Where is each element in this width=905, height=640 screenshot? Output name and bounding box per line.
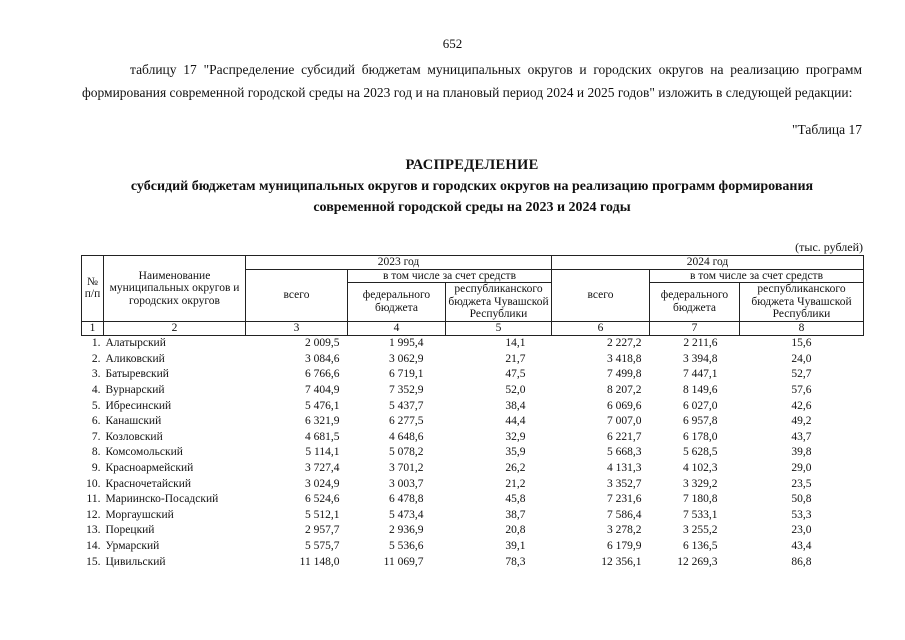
table-row — [82, 523, 864, 539]
row-number-cell: 4. — [91, 384, 101, 397]
federal-2023-cell: 2 936,9 — [389, 524, 424, 537]
district-name-cell: Порецкий — [105, 524, 155, 537]
total-2023-cell: 3 084,6 — [305, 352, 340, 365]
total-2023-cell: 5 575,7 — [305, 540, 340, 553]
republic-2023-cell: 35,9 — [505, 446, 526, 459]
row-number-cell: 12. — [86, 508, 101, 521]
column-index-cell: 3 — [246, 321, 348, 335]
header-total-2023: всего — [246, 269, 348, 321]
table-row — [82, 445, 864, 461]
federal-2024-cell: 8 149,6 — [683, 384, 718, 397]
federal-2024-cell: 3 329,2 — [683, 477, 718, 490]
total-2023-cell: 2 009,5 — [305, 337, 340, 350]
row-number-cell: 5. — [91, 399, 101, 412]
federal-2024-cell: 12 269,3 — [677, 555, 718, 568]
page-number: 652 — [442, 36, 463, 51]
table-row — [82, 507, 864, 523]
header-including-2024: в том числе за счет средств — [650, 269, 864, 283]
table-row — [82, 460, 864, 476]
total-2024-cell: 12 356,1 — [601, 555, 642, 568]
total-2023-cell: 6 321,9 — [305, 415, 340, 428]
row-number-cell: 8. — [91, 446, 101, 459]
row-number-cell: 13. — [86, 524, 101, 537]
total-2023-cell: 11 148,0 — [299, 555, 340, 568]
table-row — [82, 538, 864, 554]
republic-2024-cell: 57,6 — [791, 384, 812, 397]
federal-2023-cell: 4 648,6 — [389, 430, 424, 443]
total-2024-cell: 8 207,2 — [607, 384, 642, 397]
total-2024-cell: 7 231,6 — [607, 493, 642, 506]
total-2024-cell: 7 586,4 — [607, 508, 642, 521]
table-row — [82, 429, 864, 445]
total-2024-cell: 6 179,9 — [607, 540, 642, 553]
district-name-cell: Алатырский — [105, 337, 166, 350]
federal-2023-cell: 3 003,7 — [389, 477, 424, 490]
republic-2023-cell: 26,2 — [505, 462, 526, 475]
district-name-cell: Вурнарский — [105, 384, 165, 397]
republic-2023-cell: 39,1 — [505, 540, 526, 553]
row-number-cell: 1. — [91, 337, 101, 350]
federal-2024-cell: 6 027,0 — [683, 399, 718, 412]
intro-paragraph: таблицу 17 "Распределение субсидий бюджетам муниципальных округов и городских округов на реализацию программ формирования современной городской среды на 2023 год и на плановый период 2024 и 2025 годов" изложить в следующей редакции: — [82, 62, 862, 100]
header-including-2023: в том числе за счет средств — [348, 269, 552, 283]
total-2024-cell: 6 221,7 — [607, 430, 642, 443]
federal-2024-cell: 7 533,1 — [683, 508, 718, 521]
republic-2024-cell: 43,7 — [791, 430, 812, 443]
republic-2023-cell: 78,3 — [505, 555, 526, 568]
republic-2024-cell: 23,5 — [791, 477, 812, 490]
header-total-2024: всего — [552, 269, 650, 321]
total-2024-cell: 7 007,0 — [607, 415, 642, 428]
republic-2023-cell: 52,0 — [505, 384, 526, 397]
federal-2024-cell: 3 255,2 — [683, 524, 718, 537]
district-name-cell: Урмарский — [105, 540, 160, 553]
republic-2023-cell: 38,7 — [505, 508, 526, 521]
table-row — [82, 382, 864, 398]
republic-2023-cell: 21,2 — [505, 477, 526, 490]
federal-2023-cell: 6 277,5 — [389, 415, 424, 428]
republic-2024-cell: 29,0 — [791, 462, 812, 475]
federal-2023-cell: 6 478,8 — [389, 493, 424, 506]
row-number-cell: 9. — [91, 462, 101, 475]
republic-2023-cell: 20,8 — [505, 524, 526, 537]
republic-2024-cell: 43,4 — [791, 540, 812, 553]
column-index-cell: 2 — [104, 321, 246, 335]
total-2023-cell: 7 404,9 — [305, 384, 340, 397]
header-federal-2024: федерального бюджета — [650, 283, 740, 322]
table-body — [82, 335, 864, 569]
republic-2023-cell: 14,1 — [505, 337, 526, 350]
units-label: (тыс. рублей) — [795, 240, 863, 254]
table-row — [82, 335, 864, 351]
row-number-cell: 11. — [86, 493, 101, 506]
row-number-cell: 15. — [86, 555, 101, 568]
row-number-cell: 6. — [91, 415, 101, 428]
total-2024-cell: 2 227,2 — [607, 337, 642, 350]
republic-2023-cell: 44,4 — [505, 415, 526, 428]
subsidy-table — [81, 255, 864, 569]
table-row — [82, 413, 864, 429]
republic-2024-cell: 42,6 — [791, 399, 812, 412]
table-row — [82, 476, 864, 492]
total-2024-cell: 4 131,3 — [607, 462, 642, 475]
header-republic-2023: республиканского бюджета Чувашской Республики — [446, 283, 552, 322]
federal-2024-cell: 6 957,8 — [683, 415, 718, 428]
republic-2024-cell: 86,8 — [791, 555, 812, 568]
column-index-cell: 7 — [650, 321, 740, 335]
table-row — [82, 491, 864, 507]
row-number-cell: 2. — [91, 352, 101, 365]
district-name-cell: Мариинско-Посадский — [105, 493, 219, 506]
total-2023-cell: 4 681,5 — [305, 430, 340, 443]
total-2024-cell: 7 499,8 — [607, 368, 642, 381]
federal-2023-cell: 11 069,7 — [383, 555, 424, 568]
republic-2024-cell: 24,0 — [791, 352, 812, 365]
republic-2024-cell: 23,0 — [791, 524, 812, 537]
total-2023-cell: 5 476,1 — [305, 399, 340, 412]
column-index-cell: 4 — [348, 321, 446, 335]
column-index-cell: 1 — [82, 321, 104, 335]
table-row — [82, 398, 864, 414]
total-2024-cell: 6 069,6 — [607, 399, 642, 412]
republic-2023-cell: 45,8 — [505, 493, 526, 506]
column-index-row — [82, 321, 864, 335]
federal-2023-cell: 5 536,6 — [389, 540, 424, 553]
republic-2023-cell: 32,9 — [505, 430, 526, 443]
total-2023-cell: 3 024,9 — [305, 477, 340, 490]
federal-2024-cell: 4 102,3 — [683, 462, 718, 475]
district-name-cell: Красночетайский — [105, 477, 192, 490]
heading-line-2: субсидий бюджетам муниципальных округов и городских округов на реализацию программ формирования — [130, 179, 814, 194]
total-2023-cell: 3 727,4 — [305, 462, 340, 475]
district-name-cell: Ибресинский — [105, 399, 172, 412]
column-index-cell: 6 — [552, 321, 650, 335]
header-republic-2024: республиканского бюджета Чувашской Республики — [740, 283, 864, 322]
district-name-cell: Канашский — [105, 415, 162, 428]
table-row — [82, 554, 864, 570]
total-2023-cell: 5 114,1 — [305, 446, 340, 459]
federal-2024-cell: 3 394,8 — [683, 352, 718, 365]
district-name-cell: Батыревский — [105, 368, 169, 381]
total-2023-cell: 6 766,6 — [305, 368, 340, 381]
federal-2024-cell: 5 628,5 — [683, 446, 718, 459]
row-number-cell: 7. — [91, 430, 101, 443]
federal-2023-cell: 5 078,2 — [389, 446, 424, 459]
republic-2024-cell: 52,7 — [791, 368, 812, 381]
total-2023-cell: 5 512,1 — [305, 508, 340, 521]
total-2023-cell: 2 957,7 — [305, 524, 340, 537]
total-2023-cell: 6 524,6 — [305, 493, 340, 506]
federal-2023-cell: 3 701,2 — [389, 462, 424, 475]
federal-2024-cell: 6 136,5 — [683, 540, 718, 553]
total-2024-cell: 5 668,3 — [607, 446, 642, 459]
district-name-cell: Аликовский — [105, 352, 165, 365]
federal-2023-cell: 6 719,1 — [389, 368, 424, 381]
row-number-cell: 10. — [86, 477, 101, 490]
republic-2023-cell: 47,5 — [505, 368, 526, 381]
district-name-cell: Красноармейский — [105, 462, 194, 475]
header-num: № п/п — [82, 256, 104, 322]
district-name-cell: Цивильский — [105, 555, 166, 568]
column-index-cell: 8 — [740, 321, 864, 335]
district-name-cell: Моргаушский — [105, 508, 174, 521]
republic-2023-cell: 38,4 — [505, 399, 526, 412]
federal-2023-cell: 3 062,9 — [389, 352, 424, 365]
federal-2023-cell: 1 995,4 — [389, 337, 424, 350]
table-row — [82, 351, 864, 367]
republic-2023-cell: 21,7 — [505, 352, 526, 365]
header-2023: 2023 год — [246, 256, 552, 270]
federal-2024-cell: 7 180,8 — [683, 493, 718, 506]
federal-2023-cell: 5 437,7 — [389, 399, 424, 412]
federal-2024-cell: 2 211,6 — [683, 337, 718, 350]
republic-2024-cell: 53,3 — [791, 508, 812, 521]
heading-title: РАСПРЕДЕЛЕНИЕ — [405, 157, 539, 173]
header-federal-2023: федерального бюджета — [348, 283, 446, 322]
republic-2024-cell: 49,2 — [791, 415, 812, 428]
column-index-cell: 5 — [446, 321, 552, 335]
total-2024-cell: 3 278,2 — [607, 524, 642, 537]
republic-2024-cell: 15,6 — [791, 337, 812, 350]
header-2024: 2024 год — [552, 256, 864, 270]
district-name-cell: Комсомольский — [105, 446, 183, 459]
federal-2023-cell: 5 473,4 — [389, 508, 424, 521]
row-number-cell: 14. — [86, 540, 101, 553]
republic-2024-cell: 50,8 — [791, 493, 812, 506]
federal-2023-cell: 7 352,9 — [389, 384, 424, 397]
table-row — [82, 367, 864, 383]
federal-2024-cell: 7 447,1 — [683, 368, 718, 381]
federal-2024-cell: 6 178,0 — [683, 430, 718, 443]
republic-2024-cell: 39,8 — [791, 446, 812, 459]
row-number-cell: 3. — [91, 368, 101, 381]
total-2024-cell: 3 352,7 — [607, 477, 642, 490]
table-heading — [82, 155, 862, 218]
table-label: "Таблица 17 — [792, 122, 862, 137]
header-name: Наименование муниципальных округов и городских округов — [104, 256, 246, 322]
district-name-cell: Козловский — [105, 430, 163, 443]
total-2024-cell: 3 418,8 — [607, 352, 642, 365]
heading-line-3: современной городской среды на 2023 и 2024 годы — [313, 200, 631, 215]
